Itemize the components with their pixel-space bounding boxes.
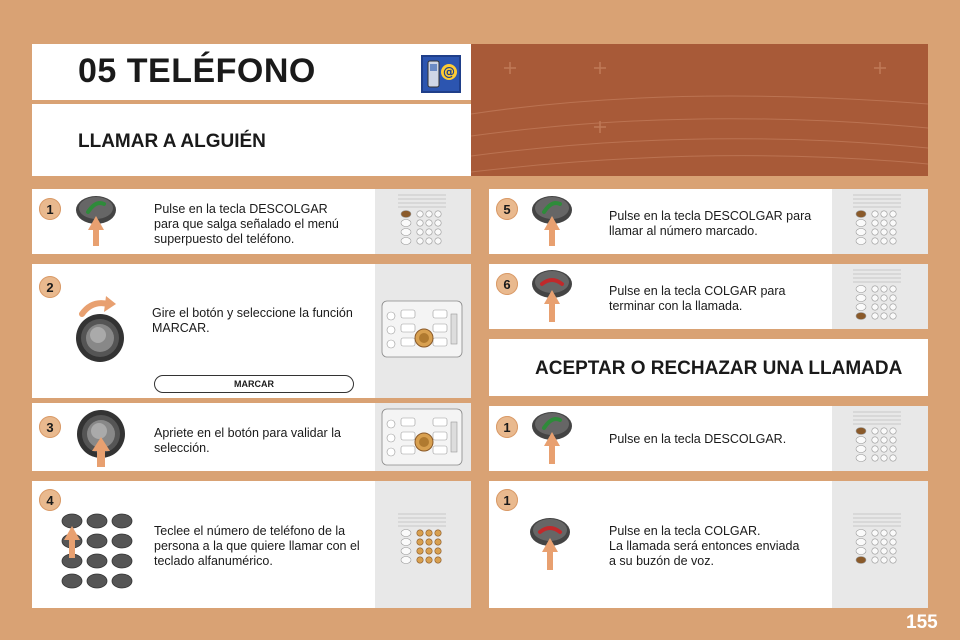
- phone-at-icon: [421, 55, 461, 93]
- answer-button-icon: [530, 410, 574, 466]
- phone-keypad-illustration: [851, 193, 903, 249]
- phone-keypad-illustration: [396, 193, 448, 249]
- step-3-badge: 3: [39, 416, 61, 438]
- step-6-text: Pulse en la tecla COLGAR para terminar con la llamada.: [609, 284, 786, 313]
- menu-item-marcar: MARCAR: [154, 375, 354, 393]
- section-accept-title: ACEPTAR O RECHAZAR UNA LLAMADA: [535, 358, 903, 379]
- phone-keypad-illustration: [396, 512, 448, 568]
- reject-step-badge: 1: [496, 489, 518, 511]
- step-5-badge: 5: [496, 198, 518, 220]
- hangup-button-icon: [528, 516, 572, 572]
- phone-keypad-illustration: [851, 512, 903, 568]
- svg-text:@: @: [443, 65, 455, 79]
- step-4-badge: 4: [39, 489, 61, 511]
- keypad-icon: [60, 512, 136, 600]
- page-number: 155: [906, 612, 938, 633]
- answer-button-icon: [530, 194, 574, 248]
- radio-console-illustration: [381, 408, 463, 466]
- step-4-text: Teclee el número de teléfono de la persona a la que quiere llamar con el teclado alfanumérico.: [154, 524, 360, 568]
- reject-step-text: Pulse en la tecla COLGAR. La llamada será entonces enviada a su buzón de voz.: [609, 524, 800, 568]
- chapter-title: 05 TELÉFONO: [78, 52, 316, 90]
- step-3-text: Apriete en el botón para validar la selección.: [154, 426, 341, 455]
- rotary-knob-icon: [74, 292, 130, 366]
- header-decoration: [471, 44, 928, 176]
- phone-keypad-illustration: [851, 268, 903, 324]
- step-1-text: Pulse en la tecla DESCOLGAR para que salga señalado el menú superpuesto del teléfono.: [154, 202, 339, 246]
- step-6-badge: 6: [496, 273, 518, 295]
- accept-step-badge: 1: [496, 416, 518, 438]
- radio-console-illustration: [381, 300, 463, 358]
- step-1-badge: 1: [39, 198, 61, 220]
- section-call-title: LLAMAR A ALGUIÉN: [78, 131, 266, 152]
- hangup-button-icon: [530, 268, 574, 324]
- answer-button-icon: [74, 194, 118, 248]
- rotary-knob-icon: [74, 407, 128, 469]
- phone-keypad-illustration: [851, 410, 903, 466]
- step-2-badge: 2: [39, 276, 61, 298]
- step-5-text: Pulse en la tecla DESCOLGAR para llamar al número marcado.: [609, 209, 812, 238]
- accept-step-text: Pulse en la tecla DESCOLGAR.: [609, 432, 787, 446]
- step-2-text: Gire el botón y seleccione la función MARCAR.: [152, 306, 353, 335]
